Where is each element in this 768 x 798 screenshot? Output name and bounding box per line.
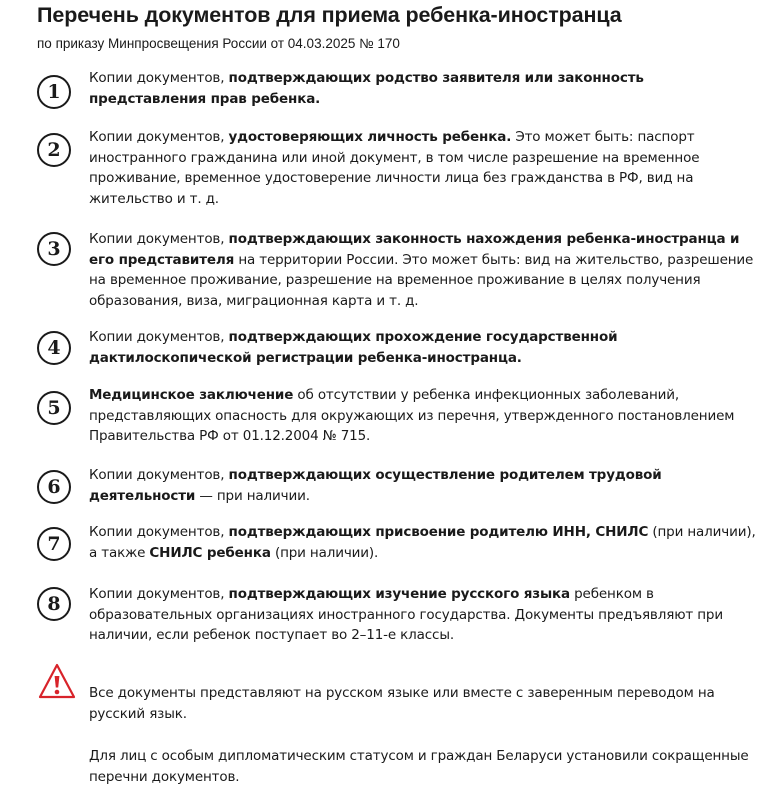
item-number-badge: 2 <box>37 133 71 167</box>
item-text-part: Копии документов, <box>89 467 229 483</box>
item-text-part: Копии документов, <box>89 70 229 86</box>
item-number-badge: 5 <box>37 391 71 425</box>
item-text-bold: подтверждающих законность нахождения ребенка-иностранца и его представителя <box>89 231 740 268</box>
page-subtitle: по приказу Минпросвещения России от 04.03.2025 № 170 <box>37 36 400 51</box>
note-translation: Все документы представляют на русском языке или вместе с заверенным переводом на русский язык. <box>89 685 715 722</box>
item-text-bold: подтверждающих прохождение государственной дактилоскопической регистрации ребенка-иностранца. <box>89 329 618 366</box>
item-text-bold: подтверждающих присвоение родителю ИНН, СНИЛС <box>228 524 649 540</box>
item-text <box>89 68 757 109</box>
item-text <box>89 465 757 506</box>
item-text-part: Копии документов, <box>89 129 229 145</box>
item-number-badge: 1 <box>37 75 71 109</box>
item-number-badge: 8 <box>37 587 71 621</box>
item-number-badge: 3 <box>37 232 71 266</box>
item-text <box>89 327 757 368</box>
item-number-badge: 4 <box>37 331 71 365</box>
item-text-part: на территории России. Это может быть: вид на жительство, разрешение на временное проживание, разрешение на временное проживание в целях получения образования, виза, миграционная карта и т. д. <box>89 251 754 309</box>
item-text-part: (при наличии). <box>270 544 379 561</box>
item-text <box>89 229 757 311</box>
item-text-part: об отсутствии у ребенка инфекционных заболеваний, представляющих опасность для окружающих из перечня, утвержденного постановлением Правительства РФ от 01.12.2004 № 715. <box>89 387 735 444</box>
item-text-part: (при наличии), а также <box>89 524 756 561</box>
item-text-bold: СНИЛС ребенка <box>149 544 271 561</box>
item-number-badge: 7 <box>37 527 71 561</box>
item-text <box>89 584 757 646</box>
item-text <box>89 522 757 563</box>
item-text-bold: Медицинское заключение <box>89 387 294 403</box>
warning-triangle-icon <box>37 662 77 702</box>
item-text <box>89 385 757 447</box>
item-text-bold: подтверждающих родство заявителя или законность представления прав ребенка. <box>89 70 644 107</box>
item-text-bold: удостоверяющих личность ребенка. <box>228 129 512 145</box>
item-text-bold: подтверждающих изучение русского языка <box>228 586 570 602</box>
item-text-part: Копии документов, <box>89 524 229 540</box>
page-title: Перечень документов для приема ребенка-иностранца <box>37 3 622 27</box>
item-text-part: Копии документов, <box>89 586 229 602</box>
note-exceptions: Для лиц с особым дипломатическим статусом и граждан Беларуси установили сокращенные перечни документов. <box>89 748 749 785</box>
item-text-part: Копии документов, <box>89 329 229 345</box>
item-text-part: Это может быть: паспорт иностранного гражданина или иной документ, в том числе разрешение на временное проживание, временное удостоверение личности лица без гражданства в РФ, вид на жительство и т. д. <box>89 129 700 207</box>
item-text <box>89 127 757 209</box>
item-text-part: ребенком в образовательных организациях иностранного государства. Документы предъявляют при наличии, если ребенок поступает во 2–11-е классы. <box>89 586 723 643</box>
item-number-badge: 6 <box>37 470 71 504</box>
item-text-part: — при наличии. <box>195 487 310 504</box>
item-text-bold: подтверждающих осуществление родителем трудовой деятельности <box>89 467 662 504</box>
item-text-part: Копии документов, <box>89 231 229 247</box>
